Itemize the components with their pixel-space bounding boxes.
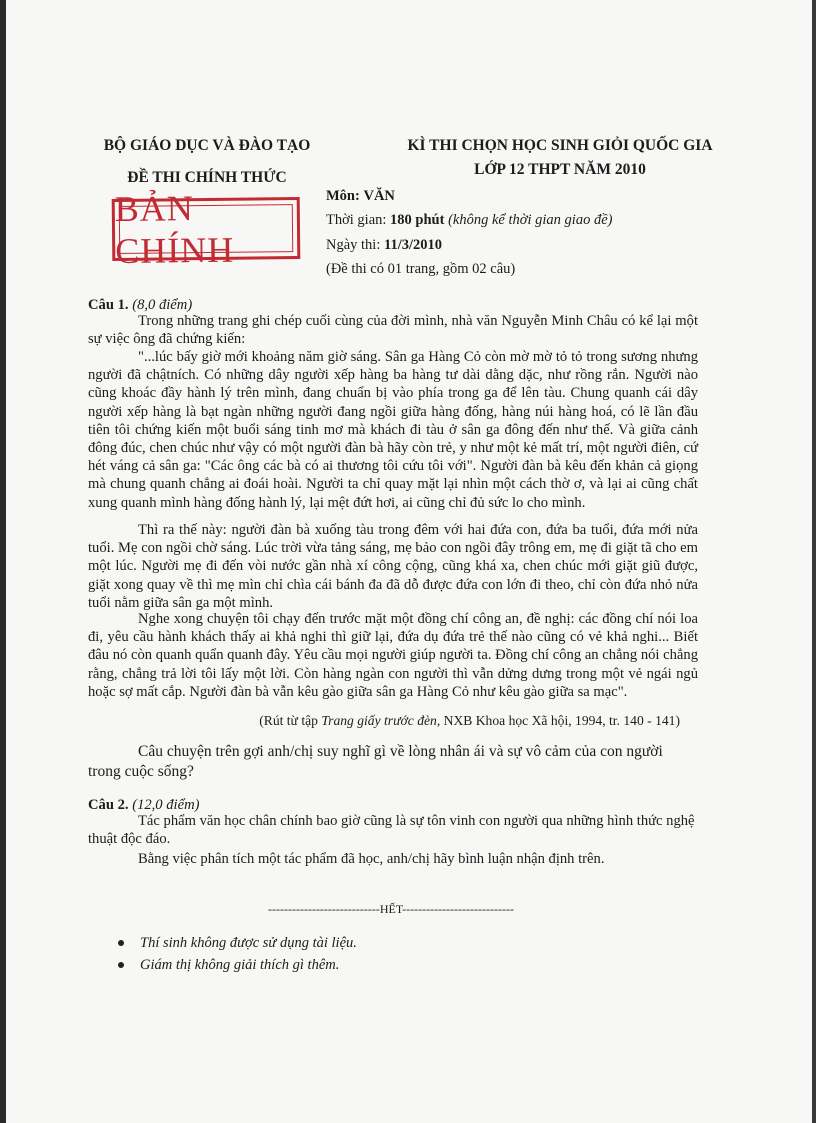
end-of-exam-mark: ----------------------------HẾT---------------------------- xyxy=(267,902,514,916)
scan-left-edge xyxy=(0,0,6,1123)
bullet-icon xyxy=(118,962,124,968)
date-line xyxy=(326,237,442,254)
bullet-icon xyxy=(118,940,124,946)
source-prefix: (Rút từ tập xyxy=(259,713,322,728)
time-value: 180 phút xyxy=(390,212,445,228)
date-value: 11/3/2010 xyxy=(384,237,443,253)
exam-title-line-1: KÌ THI CHỌN HỌC SINH GIỎI QUỐC GIA xyxy=(407,137,713,154)
note-item xyxy=(118,932,357,954)
question-1-story-paragraph-1: "...lúc bấy giờ mới khoảng năm giờ sáng. Sân ga Hàng Cỏ còn mờ mờ tỏ tỏ trong sương nhưng người đã chậtních. Có những dây người xếp hàng ba hàng tư dài dằng dặc, như rồng rắn. Người nào cũng khoác đầy hành lý trên mình, đang chuẩn bị vào phía trong ga để lên tàu. Chung quanh cái dây người xếp hàng là bạt ngàn những người đang ngồi giữa hàng đống, hàng núi hàng hoá, có lẽ lần đầu tiên tôi chứng kiến một buổi sáng tinh mơ mà khách đi tàu ở sân ga đông đến như thế. Và giữa cảnh đông đúc, chen chúc như vậy có một người đàn bà hãy còn trẻ, y như một kẻ mất trí, một người điên, cứ hét váng cả sân ga: "Các ông các bà có ai thương tôi cứu tôi với". Người đàn bà kêu đến khản cả giọng mà chung quanh chẳng ai đoái hoài. Người ta chỉ quay mặt lại nhìn một cách thờ ơ, và lại ai cũng chất xung quanh mình hàng đống hành lý, lại mệt đứt hơi, ai cũng chỉ đủ sức lo cho mình. xyxy=(88,349,698,511)
time-label: Thời gian: xyxy=(326,212,387,228)
subject-label: Môn: xyxy=(326,188,360,204)
time-line xyxy=(326,212,612,229)
question-2-paragraph-2: Bằng việc phân tích một tác phẩm đã học, anh/chị hãy bình luận nhận định trên. xyxy=(138,851,605,867)
notes-list xyxy=(118,932,357,976)
question-1-prompt: Câu chuyện trên gợi anh/chị suy nghĩ gì về lòng nhân ái và sự vô cảm của con người trong cuộc sống? xyxy=(88,743,663,780)
source-citation xyxy=(200,712,680,730)
subject-value: VĂN xyxy=(363,188,395,204)
pages-note: (Đề thi có 01 trang, gồm 02 câu) xyxy=(326,261,516,277)
note-text: Giám thị không giải thích gì thêm. xyxy=(140,956,340,973)
question-2-label: Câu 2. xyxy=(88,797,129,813)
date-label: Ngày thi: xyxy=(326,237,381,253)
note-item xyxy=(118,954,357,976)
scan-right-edge xyxy=(812,0,816,1123)
question-1-story-paragraph-2: Thì ra thế này: người đàn bà xuống tàu trong đêm với hai đứa con, đứa ba tuổi, đứa mới nửa tuổi. Mẹ con ngồi chờ sáng. Lúc trời vừa tảng sáng, mẹ bảo con ngồi đây trông em, mẹ đi giặt tã cho em một lúc. Người mẹ đi đến vòi nước gần nhà xí công cộng, cũng khá xa, chen chúc mới giặt giũ được, giặt xong quay về thì mẹ mìn chỉ chìa cái bánh đa đã dỗ được đứa con lớn đi theo, chỉ còn đứa nhỏ nửa tuổi nằm giữa sân ga một mình. xyxy=(88,522,698,611)
official-exam-label: ĐỀ THI CHÍNH THỨC xyxy=(127,169,287,186)
question-2-paragraph-1: Tác phẩm văn học chân chính bao giờ cũng là sự tôn vinh con người qua những hình thức nghệ thuật độc đáo. xyxy=(88,813,695,848)
question-1-intro: Trong những trang ghi chép cuối cùng của đời mình, nhà văn Nguyễn Minh Châu có kể lại một sự việc ông đã chứng kiến: xyxy=(88,313,698,348)
ministry-name: BỘ GIÁO DỤC VÀ ĐÀO TẠO xyxy=(103,137,311,154)
question-1-label: Câu 1. xyxy=(88,297,129,313)
question-2-points: (12,0 điểm) xyxy=(132,797,200,813)
time-note: (không kể thời gian giao đề) xyxy=(448,212,613,228)
question-1-points: (8,0 điểm) xyxy=(132,297,193,313)
official-stamp xyxy=(112,188,301,271)
source-title: Trang giấy trước đèn xyxy=(321,713,437,728)
source-suffix: , NXB Khoa học Xã hội, 1994, tr. 140 - 141) xyxy=(436,713,680,728)
question-1-story-paragraph-3: Nghe xong chuyện tôi chạy đến trước mặt một đồng chí công an, đề nghị: các đồng chí nói loa đi, yêu cầu hành khách thấy ai khả nghi thì giữ lại, đứa dụ đứa trẻ thế nào cũng có vẻ khả nghi... Biết đâu nó còn quanh quẩn quanh đây. Yêu cầu mọi người giúp người ta. Đồng chí công an chẳng nói chẳng rằng, chẳng trả lời tôi lấy một lời. Còn hàng ngàn con người thì vẫn dửng dưng trong một vẻ ngái ngủ hoặc sợ mất cắp. Người đàn bà vẫn kêu gào giữa sân ga Hàng Cỏ như kêu gào giữa sa mạc". xyxy=(88,611,698,700)
subject-line xyxy=(326,188,395,205)
note-text: Thí sinh không được sử dụng tài liệu. xyxy=(140,934,357,951)
exam-title-line-2: LỚP 12 THPT NĂM 2010 xyxy=(474,161,646,178)
stamp-inner-border xyxy=(119,204,293,254)
stamp-text: BẢN CHÍNH xyxy=(114,188,235,271)
